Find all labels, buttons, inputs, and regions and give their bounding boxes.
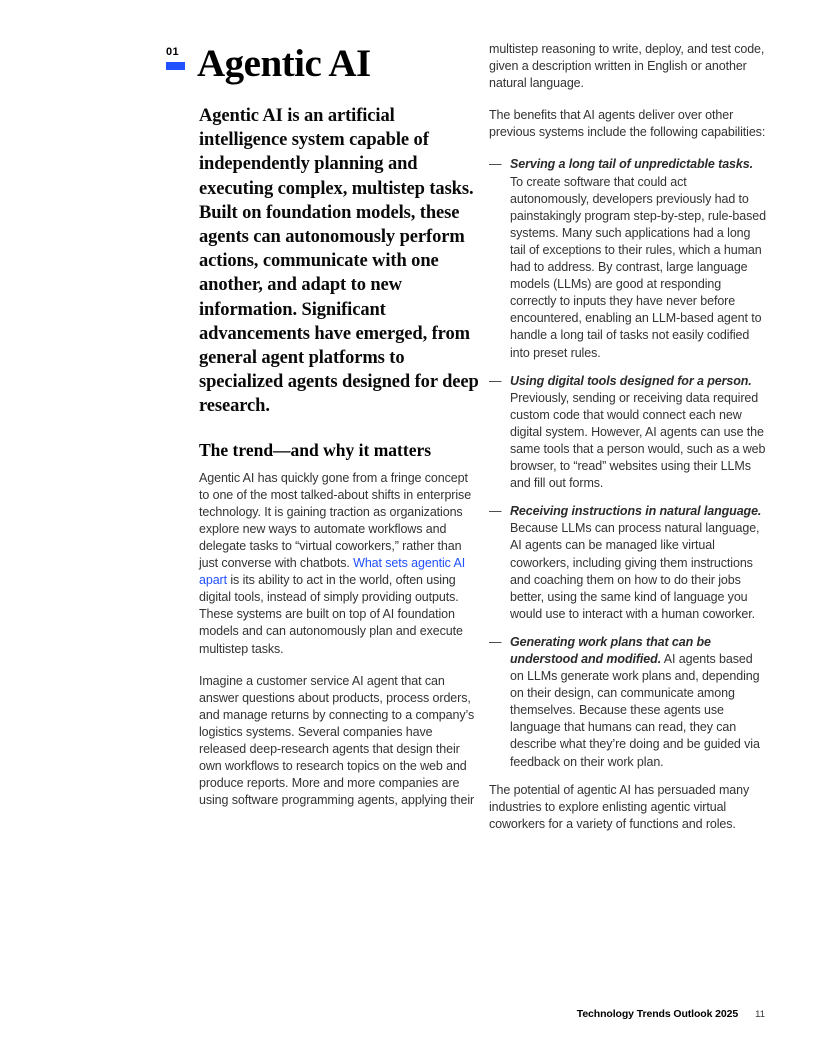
section-number: 01 — [166, 46, 180, 58]
bullet-lead: Serving a long tail of unpredictable tasks. — [510, 157, 753, 172]
list-item — [489, 634, 767, 771]
closing-paragraph: The potential of agentic AI has persuaded many industries to explore enlisting agentic virtual coworkers for a variety of functions and roles. — [489, 782, 750, 831]
dash-bullet-icon: — — [489, 373, 502, 388]
trend-paragraph-1-end: is its ability to act in the world, often using digital tools, instead of simply providing outputs. These systems are built on top of AI foundation models and can autonomously plan and execute multistep tasks. — [199, 573, 463, 656]
bullet-text: Because LLMs can process natural language, AI agents can be managed like virtual coworkers, including giving them instructions and coaching them on how to do their jobs better, using the same kind of language you would use to interact with a human coworker. — [510, 521, 760, 621]
benefits-intro-paragraph: The benefits that AI agents deliver over other previous systems include the following capabilities: — [489, 108, 766, 140]
dash-bullet-icon: — — [489, 634, 502, 649]
bullet-lead: Using digital tools designed for a person. — [510, 373, 752, 388]
what-sets-agentic-ai-apart-link[interactable]: What sets agentic AI apart — [199, 556, 466, 588]
bullet-lead: Receiving instructions in natural language. — [510, 504, 762, 519]
bullet-text: AI agents based on LLMs generate work plans and, depending on their design, can communicate among themselves. Because these agents use language that humans can read, they can describe what they’re doing and be guided via feedback on their work plan. — [510, 652, 760, 769]
trend-paragraph-1 — [199, 470, 479, 658]
capabilities-list — [489, 156, 767, 770]
bullet-lead: Generating work plans that can be understood and modified. — [510, 634, 711, 666]
section-accent-bar — [166, 62, 185, 70]
list-item — [489, 156, 767, 361]
list-item — [489, 373, 767, 493]
left-column — [199, 104, 479, 824]
trend-paragraph-2: Imagine a customer service AI agent that can answer questions about products, process orders, and manage returns by connecting to a company’s logistics systems. Several companies have released deep-research agents that design their own workflows to research topics on the web and produce reports. More and more companies are using software programming agents, applying their — [199, 673, 475, 808]
list-item — [489, 503, 767, 623]
page-title: Agentic AI — [197, 42, 371, 85]
trend-paragraph-1-start: Agentic AI has quickly gone from a fringe concept to one of the most talked-about shifts in enterprise technology. It is gaining traction as organizations explore new ways to automate workflows and delegate tasks to “virtual coworkers,” rather than just converse with chatbots. — [199, 470, 472, 571]
page-footer — [577, 1008, 765, 1020]
intro-paragraph: Agentic AI is an artificial intelligence system capable of independently planning and executing complex, multistep tasks. Built on foundation models, these agents can autonomously perform actions, communicate with one another, and adapt to new information. Significant advancements have emerged, from general agent platforms to specialized agents designed for deep research. — [199, 106, 479, 417]
report-title: Technology Trends Outlook 2025 — [576, 1008, 739, 1020]
dash-bullet-icon: — — [489, 504, 502, 519]
bullet-text: To create software that could act autonomously, developers previously had to painstakingly program step-by-step, rule-based systems. Many such applications had a long tail of exceptions to their rules, which a human had to address. By contrast, large language models (LLMs) are good at responding correctly to inputs they have never before encountered, enabling an LLM-based agent to handle a long tail of tasks not easily codified into preset rules. — [510, 174, 766, 360]
trend-subheading: The trend—and why it matters — [199, 439, 432, 460]
bullet-text: Previously, sending or receiving data required custom code that would connect each new digital system. However, AI agents can use the same tools that a person would, such as a web browser, to “read” websites using their LLMs and fill out forms. — [510, 390, 766, 491]
continuation-paragraph: multistep reasoning to write, deploy, and test code, given a description written in English or another natural language. — [489, 42, 765, 91]
section-marker — [166, 46, 185, 70]
dash-bullet-icon: — — [489, 157, 502, 172]
page-number: 11 — [755, 1009, 765, 1020]
right-column — [489, 41, 767, 848]
